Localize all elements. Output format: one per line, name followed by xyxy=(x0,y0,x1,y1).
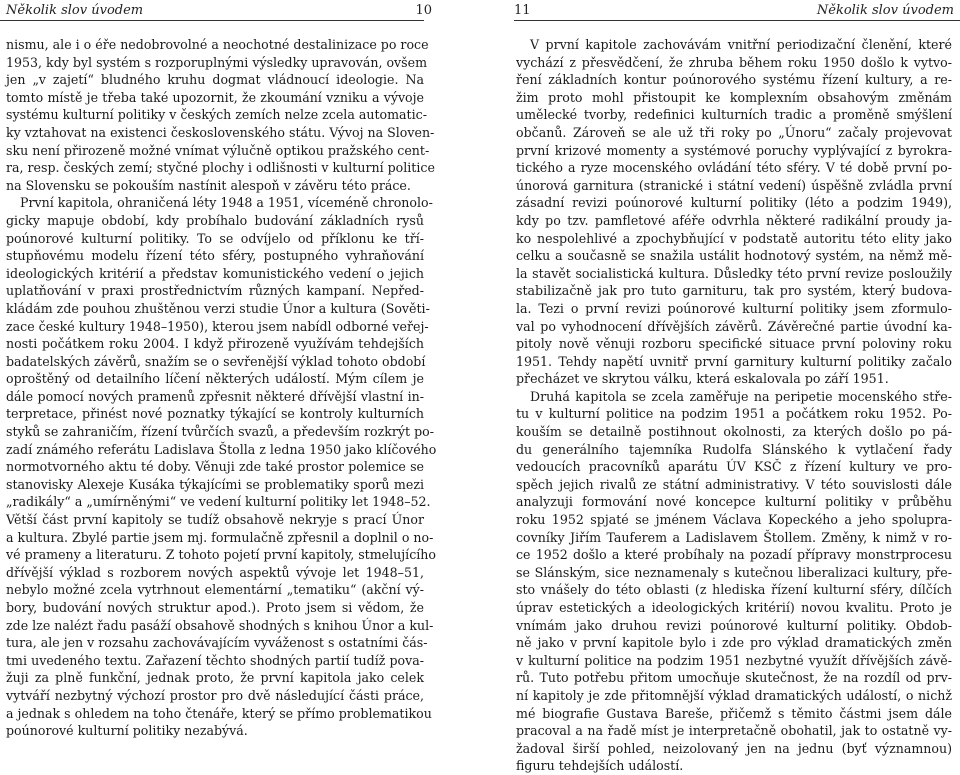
text-line: normotvorného aktu té doby. Věnuji zde také prostor polemice se xyxy=(6,459,424,475)
text-line: analyzuji formování nové koncepce kulturní politiky v průběhu xyxy=(516,494,952,510)
text-line: ideologických kritérií a představ komunistického vedení o jejich xyxy=(6,265,424,281)
running-title: Několik slov úvodem xyxy=(816,3,954,18)
text-line: nebylo možné zcela vytrhnout elementární „tematiku“ (akční vý- xyxy=(6,582,424,598)
text-line: 1953, kdy byl systém s rozporuplnými výsledky upravován, ovšem xyxy=(6,54,428,70)
page-number: 10 xyxy=(415,3,432,18)
text-line: zadí známého referátu Ladislava Štolla z ledna 1950 jako klíčového xyxy=(6,441,437,457)
text-line: žim proto mohl přistoupit ke komplexním obsahovým změnám xyxy=(516,89,952,105)
text-line: občanů. Zároveň se ale už tři roky po „Únoru“ začaly projevovat xyxy=(516,124,952,140)
text-line: bory, budování nových struktur apod.). Proto jsem si vědom, že xyxy=(6,600,424,615)
page-number: 11 xyxy=(514,3,531,18)
text-line: tomto místě je třeba také upozornit, že zkoumání vzniku a vývoje xyxy=(6,89,424,105)
right-page xyxy=(480,0,960,774)
left-page xyxy=(0,0,470,739)
text-line: První kapitola, ohraničená léty 1948 a 1951, víceméně chronolo- xyxy=(20,195,433,211)
text-line: přecházet ve skrytou válku, která eskalovala po září 1951. xyxy=(516,371,889,387)
text-line: Druhá kapitola se zcela zaměřuje na peripetie mocenského stře- xyxy=(530,388,952,404)
text-line: celku a současně se snažila ustálit hodnotový systém, na němž mě- xyxy=(516,248,952,264)
text-line: zásadní revizi poúnorové kulturní politiky (léto a podzim 1949), xyxy=(516,195,952,211)
text-line: du generálního tajemníka Rudolfa Slánského k vytlačení řady xyxy=(516,441,952,457)
text-line: val po vyhodnocení dřívějších závěrů. Závěrečné partie úvodní ka- xyxy=(516,318,952,334)
text-line: ko nespolehlivé a zpochybňující v podstatě autoritu této elity jako xyxy=(516,230,952,246)
text-line: nosti počátkem roku 2004. I když přirozeně využívám tehdejších xyxy=(6,336,424,352)
text-line: a kultura. Zbylé partie jsem mj. formulačně zpřesnil a doplnil o no- xyxy=(6,529,434,545)
text-line: sku není přirozeně možné vnímat výlučně optikou pražského cent- xyxy=(6,142,430,158)
text-line: tu v kulturní politice na podzim 1951 a počátkem roku 1952. Po- xyxy=(516,406,952,422)
text-line: vytváří nezbytný výchozí prostor pro dvě následující části práce, xyxy=(6,687,424,703)
text-line: tura, ale jen v rozsahu zachovávajícím vyváženost s ostatními čás- xyxy=(6,635,428,651)
text-line: pitoly nově věnuji rozboru specifické situace první poloviny roku xyxy=(516,336,952,352)
text-line: stupňovému modelu řízení této sféry, postupného vyhraňování xyxy=(6,248,424,264)
text-line: ní kapitoly je zde přitomnější výklad dramatických událostí, o nichž xyxy=(516,687,952,703)
text-line: poúnorové kulturní politiky nezabývá. xyxy=(6,723,248,739)
text-line: zde lze nalézt řadu pasáží obsahově shodných s knihou Únor a kul- xyxy=(6,617,434,633)
text-line: rů. Tuto potřebu přitom umocňuje skutečnost, že na rozdíl od prv- xyxy=(516,670,952,686)
text-line: se Slánským, sice neznamenaly s kutečnou liberalizaci kultury, pře- xyxy=(516,564,952,580)
text-line: roku 1952 spjaté se jménem Václava Kopeckého a jeho spolupra- xyxy=(516,512,952,528)
text-line: uplatňování v praxi prostřednictvím různých kampaní. Nepřed- xyxy=(6,283,424,299)
text-line: ce 1952 došlo a které probíhaly na pozadí přípravy monstrprocesu xyxy=(516,547,952,563)
text-line: v kulturní politice na podzim 1951 nezbytné využít dřívějších závě- xyxy=(516,652,952,668)
text-line: nismu, ale i o éře nedobrovolné a neochotné destalinizace po roce xyxy=(6,37,429,52)
text-line: jen „v zajetí“ bludného kruhu dogmat vládnoucí ideologie. Na xyxy=(6,72,424,88)
text-line: mé biografie Gustava Bareše, přičemž s těmito částmi jsem dále xyxy=(516,705,952,721)
text-line: žuji za plně funkční, jednak proto, že první kapitola jako celek xyxy=(6,670,424,686)
text-line: V první kapitole zachovávám vnitřní periodizační členění, které xyxy=(530,37,952,52)
text-line: úprav estetických a ideologických kritérií) novou kvalitu. Proto je xyxy=(516,600,952,615)
text-line: dřívější výklad s rozborem nových aspektů vývoje let 1948–51, xyxy=(6,564,424,580)
text-line: oproštěný od detailního líčení některých událostí. Mým cílem je xyxy=(6,371,424,387)
text-line: zace české kultury 1948–1950), kterou jsem nabídl odborné veřej- xyxy=(6,318,429,334)
text-line: systému kulturní politiky v českých zemích nelze zcela automatic- xyxy=(6,107,427,123)
header-rule xyxy=(0,20,424,21)
text-line: kládám zde pouhou zhuštěnou verzi studie Únor a kultura (Sověti- xyxy=(6,300,430,316)
body-text xyxy=(6,36,437,740)
text-line: a jednak s ohledem na toho čtenáře, který se přímo problematikou xyxy=(6,705,432,721)
body-text xyxy=(516,36,952,775)
text-line: „radikály“ a „umírněnými“ ve vedení kulturní politiky let 1948–52. xyxy=(6,494,431,510)
text-line: poúnorové kulturní politiky. To se odvíjelo od příklonu ke tří- xyxy=(6,230,424,246)
text-line: vé prameny a literaturu. Z tohoto pojetí první kapitoly, stmelujícího xyxy=(6,547,436,563)
text-line: terpretace, přinést nové poznatky týkající se kontroly kulturních xyxy=(6,406,424,422)
text-line: la. Tezi o první revizi poúnorové kulturní politiky jsem zformulo- xyxy=(516,300,952,316)
text-line: únorová garnitura (stranické i státní vedení) úspěšně zvládla první xyxy=(516,177,952,193)
text-line: covníky Jiřím Tauferem a Ladislavem Štollem. Změny, k nimž v ro- xyxy=(516,529,952,545)
text-line: sto vnášely do této oblasti (z hlediska řízení kulturní sféry, dílčích xyxy=(516,582,952,598)
text-line: badatelských závěrů, snažím se o sevřenější výklad tohoto období xyxy=(6,353,426,369)
text-line: ření základních kontur poúnorového systému řízení kultury, a re- xyxy=(516,72,952,88)
text-line: figuru tehdejších událostí. xyxy=(516,758,684,774)
text-line: první krizové momenty a systémové poruchy vyplývající z byrokra- xyxy=(516,142,952,158)
text-line: kouším se detailně postihnout okolnosti, za kterých došlo po pá- xyxy=(516,424,952,440)
text-line: styků se zahraničím, řízení tvůrčích svazů, a především rozkrýt po- xyxy=(6,424,435,440)
running-title: Několik slov úvodem xyxy=(6,3,144,18)
text-line: umělecké tvorby, redefinici kulturních tradic a proměně smýšlení xyxy=(516,107,952,123)
text-line: Větší část první kapitoly se tudíž obsahově nekryje s prací Únor xyxy=(6,512,424,528)
text-line: la stavět socialistická kultura. Důsledky této první revize posloužily xyxy=(516,265,952,281)
text-line: ky vztahovat na existenci československého státu. Vývoj na Sloven- xyxy=(6,124,435,140)
text-line: vychází z přesvědčení, že zhruba během roku 1950 došlo k vytvo- xyxy=(516,54,952,70)
text-line: tmi uvedeného textu. Zařazení těchto shodných partií tudíž pova- xyxy=(6,652,424,668)
text-line: stanovisky Alexeje Kusáka týkajícími se problematiky sporů mezi xyxy=(6,476,424,492)
text-line: kdy po tzv. pamfletové aféře odvrhla některé radikální proudy ja- xyxy=(516,212,952,228)
text-line: 1951. Tehdy napětí uvnitř první garnitury kulturní politiky začalo xyxy=(516,353,952,369)
text-line: pracoval a na řadě míst je interpretačně obohatil, jak to ostatně vy- xyxy=(516,723,952,739)
text-line: vedoucích pracovníků aparátu ÚV KSČ z řízení kultury ve pro- xyxy=(516,459,952,475)
text-line: stabilizačně jak pro tuto garnituru, tak pro systém, který budova- xyxy=(516,283,952,299)
text-line: spěch jejich rivalů ze státní administrativy. V této souvislosti dále xyxy=(516,476,952,492)
text-line: tického a ryze mocenského ovládání této sféry. V té době první po- xyxy=(516,160,952,176)
text-line: vnímám jako druhou revizi poúnorové kulturní politiky. Obdob- xyxy=(516,617,952,633)
text-line: na Slovensku se pokouším nastínit alespoň v závěru této práce. xyxy=(6,177,411,193)
text-line: gicky mapuje období, kdy probíhalo budování základních rysů xyxy=(6,212,424,228)
text-line: ra, resp. českých zemí; styčné plochy i odlišnosti v kulturní politice xyxy=(6,160,435,176)
text-line: žadoval širší pohled, neizolovaný jen na jednu (byť významnou) xyxy=(516,740,952,756)
text-line: dále pomocí nových pramenů zpřesnit některé dřívější vlastní in- xyxy=(6,388,424,404)
text-line: ně jako v první kapitole bylo i zde pro výklad dramatických změn xyxy=(516,635,952,651)
header-rule xyxy=(514,20,960,21)
